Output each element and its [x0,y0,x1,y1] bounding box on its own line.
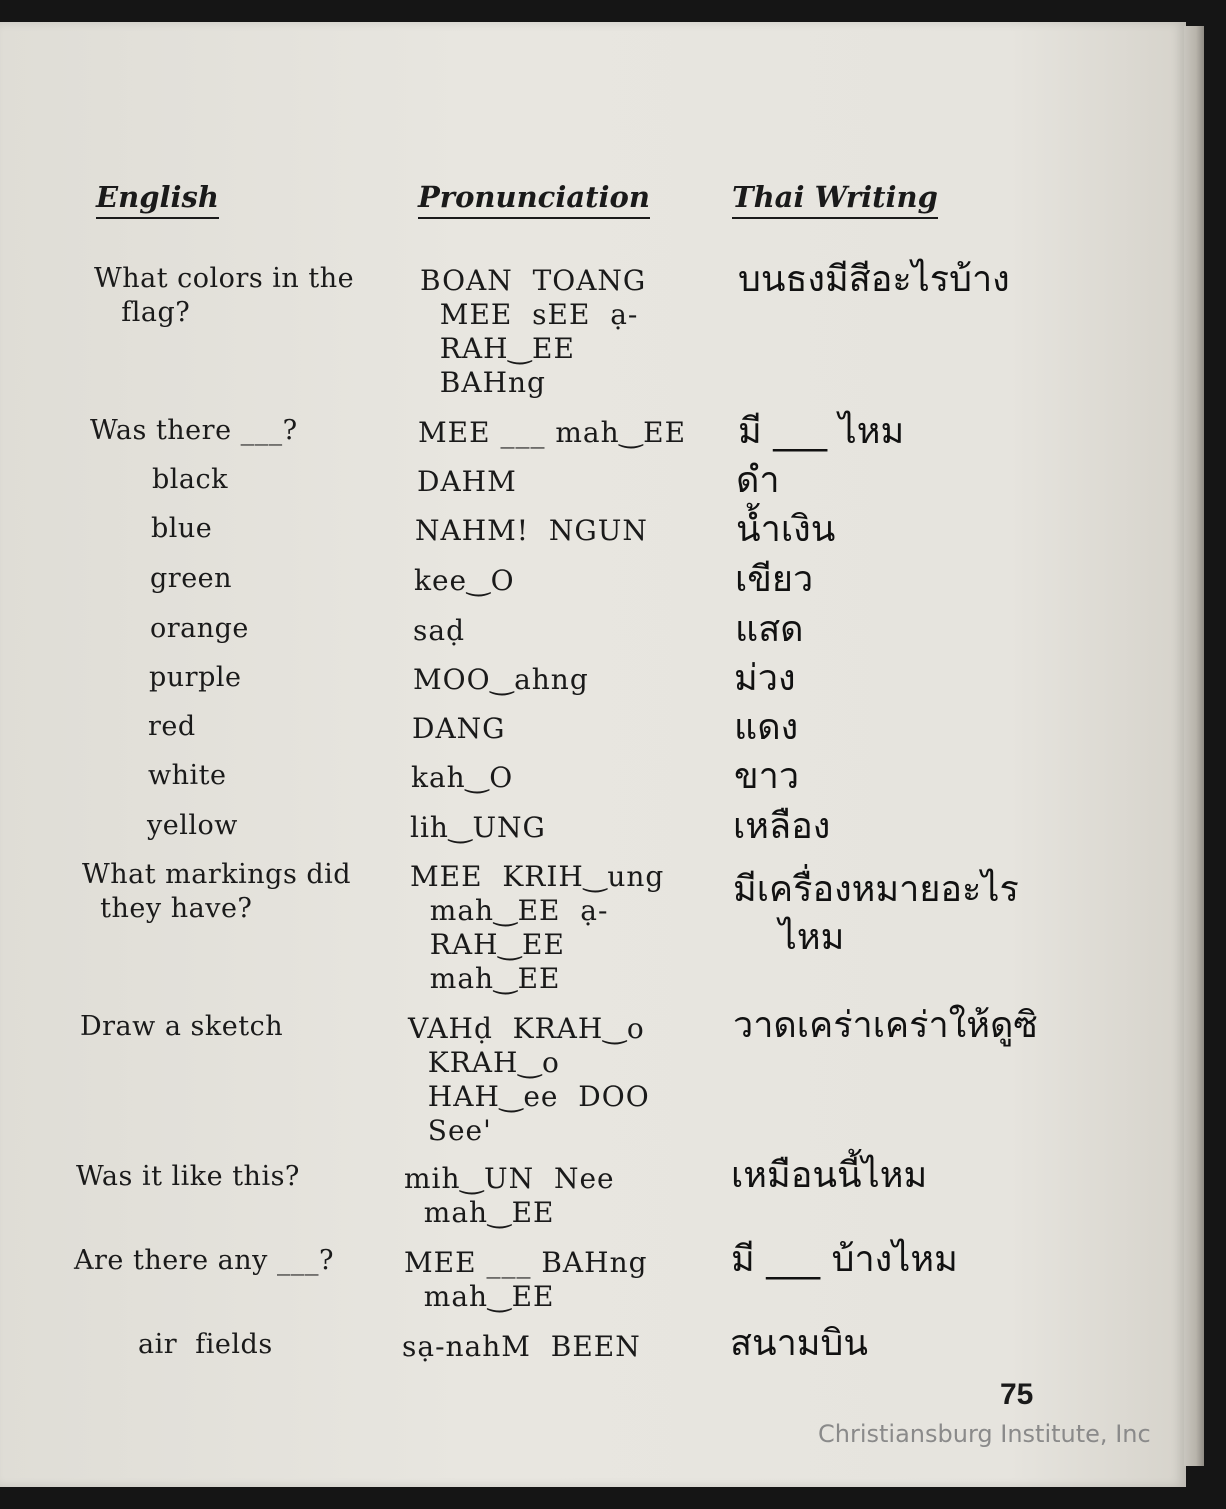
header-pronunciation: Pronunciation [418,180,650,219]
thai-text: ดำ [736,460,780,501]
thai-text: เขียว [735,559,814,600]
thai-text: ขาว [734,756,800,797]
pronunciation-text: BOAN TOANG MEE sEE ạ- RAH‿EE BAHng [420,264,647,399]
english-text: air fields [138,1329,273,1360]
pronunciation-text: DAHM [417,465,517,498]
pronunciation-text: kee‿O [414,564,515,597]
english-text: What markings did they have? [82,859,352,924]
pronunciation-text: lih‿UNG [410,811,546,844]
english-text: blue [151,513,213,544]
english-text: red [148,711,196,742]
pronunciation-text: NAHM! NGUN [415,514,648,547]
thai-text: บนธงมีสีอะไรบ้าง [738,259,1010,300]
thai-text: มี ___ บ้างไหม [731,1239,958,1280]
watermark: Christiansburg Institute, Inc [818,1420,1151,1448]
pronunciation-text: DANG [412,712,506,745]
pronunciation-text: MEE ___ BAHng mah‿EE [404,1246,648,1313]
thai-text: เหมือนนี้ไหม [731,1155,928,1196]
thai-text: ม่วง [734,658,796,699]
pronunciation-text: MOO‿ahng [413,663,589,696]
english-text: purple [149,662,242,693]
english-text: Draw a sketch [80,1011,284,1042]
english-text: green [150,563,233,594]
pronunciation-text: saḍ [413,614,465,647]
pronunciation-text: MEE KRIH‿ung mah‿EE ạ- RAH‿EE mah‿EE [410,860,665,995]
header-english: English [96,180,219,219]
english-text: orange [150,613,249,644]
thai-text: สนามบิน [730,1323,868,1364]
header-thai: Thai Writing [732,180,938,219]
thai-text: วาดเคร่าเคร่าให้ดูซิ [733,1005,1038,1046]
thai-text: แสด [735,609,804,650]
page-edge [1184,26,1204,1466]
pronunciation-text: VAHḍ KRAH‿o KRAH‿o HAH‿ee DOO See' [408,1012,650,1147]
english-text: black [152,464,228,495]
thai-text: มี ___ ไหม [738,411,905,452]
pronunciation-text: kah‿O [411,761,514,794]
thai-text: น้ำเงิน [736,509,836,550]
thai-text: เหลือง [733,806,831,847]
english-text: Are there any ___? [74,1245,334,1276]
english-text: What colors in the flag? [94,263,355,328]
english-text: Was it like this? [76,1161,300,1192]
english-text: Was there ___? [90,415,298,446]
pronunciation-text: MEE ___ mah‿EE [418,416,687,449]
english-text: yellow [147,810,238,841]
thai-text: แดง [734,707,799,748]
pronunciation-text: mih‿UN Nee mah‿EE [404,1162,615,1229]
pronunciation-text: sạ-nahM BEEN [402,1330,641,1363]
thai-text: มีเครื่องหมายอะไร ไหม [733,869,1019,958]
english-text: white [148,760,227,791]
page-number: 75 [1000,1378,1034,1411]
